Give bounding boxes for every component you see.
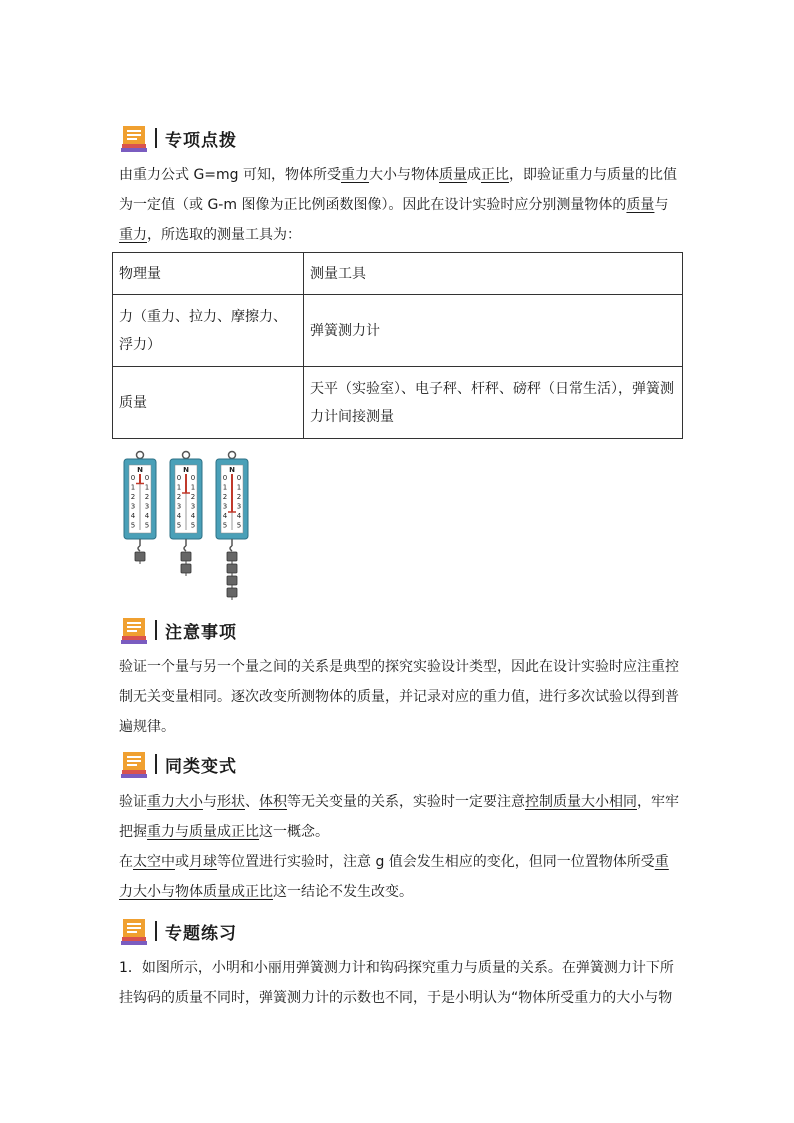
scale-tick-label: 4: [144, 512, 150, 520]
hook-weight: [227, 588, 237, 597]
divider-bar: [155, 620, 157, 640]
scale-tick-label: 3: [190, 502, 196, 511]
scale-unit: N: [137, 466, 143, 474]
scale-tick-label: 5: [176, 521, 182, 530]
section-header-tips: [119, 123, 237, 153]
scale-tick-label: 1: [144, 483, 150, 492]
divider-bar: [155, 754, 157, 774]
table-row: [113, 367, 683, 439]
scale-tick-label: 4: [236, 512, 242, 520]
table-row: [113, 253, 683, 295]
scale-tick-label: 2: [190, 493, 196, 501]
section-title: 注意事项: [165, 622, 237, 643]
table-cell: 天平（实验室）、电子秤、杆秤、磅秤（日常生活），弹簧测力计间接测量: [304, 367, 683, 439]
scale-tick-label: 1: [236, 483, 242, 492]
scale-tick-label: 3: [144, 502, 150, 511]
scale-tick-label: 2: [222, 493, 228, 501]
spring-scale: [170, 452, 202, 577]
scale-tick-label: 1: [222, 483, 228, 492]
hook-weight: [135, 552, 145, 561]
book-icon: [119, 124, 149, 152]
hook-weight: [227, 576, 237, 585]
scale-ring: [137, 452, 144, 459]
spring-scale: [216, 452, 248, 601]
section-header-variants: [119, 749, 237, 779]
spring-scale: [124, 452, 156, 565]
scale-tick-label: 2: [236, 493, 242, 501]
scale-tick-label: 1: [190, 483, 196, 492]
scale-tick-label: 3: [222, 502, 228, 511]
section-header-notes: [119, 615, 237, 645]
hook-weight: [227, 552, 237, 561]
measurement-tools-table: [112, 252, 683, 439]
scale-tick-label: 1: [176, 483, 182, 492]
table-cell: 质量: [113, 367, 304, 439]
scale-tick-label: 0: [144, 474, 150, 482]
hook-weight: [181, 552, 191, 561]
scale-unit: N: [183, 466, 189, 474]
book-icon: [119, 616, 149, 644]
scale-tick-label: 5: [130, 521, 136, 530]
divider-bar: [155, 128, 157, 148]
scale-tick-label: 2: [144, 493, 150, 501]
paragraph-variants-2: 在太空中或月球等位置进行实验时，注意 g 值会发生相应的变化，但同一位置物体所受重力大小与物体质量成正比这一结论不发生改变。: [119, 854, 669, 900]
paragraph-notes: 验证一个量与另一个量之间的关系是典型的探究实验设计类型，因此在设计实验时应注重控制无关变量相同。逐次改变所测物体的质量，并记录对应的重力值，进行多次试验以得到普遍规律。: [119, 659, 679, 735]
scale-tick-label: 5: [190, 521, 196, 530]
divider-bar: [155, 921, 157, 941]
table-row: [113, 295, 683, 367]
scale-tick-label: 3: [130, 502, 136, 511]
scale-tick-label: 4: [176, 512, 182, 520]
scale-hook: [230, 546, 232, 551]
scale-tick-label: 5: [144, 521, 150, 530]
table-cell: 力（重力、拉力、摩擦力、浮力）: [113, 295, 304, 367]
scale-tick-label: 2: [130, 493, 136, 501]
section-header-exercises: [119, 916, 237, 946]
section-title: 专题练习: [165, 923, 237, 944]
table-cell: 弹簧测力计: [304, 295, 683, 367]
scale-unit: N: [229, 466, 235, 474]
section-title: 专项点拨: [165, 130, 237, 151]
scale-tick-label: 0: [176, 474, 182, 482]
hook-weight: [227, 564, 237, 573]
scale-tick-label: 0: [190, 474, 196, 482]
scale-tick-label: 1: [130, 483, 136, 492]
scale-tick-label: 3: [176, 502, 182, 511]
book-icon: [119, 917, 149, 945]
scale-tick-label: 0: [222, 474, 228, 482]
scale-tick-label: 5: [236, 521, 242, 530]
scale-tick-label: 2: [176, 493, 182, 501]
scale-hook: [138, 546, 140, 551]
book-icon: [119, 750, 149, 778]
scale-tick-label: 0: [236, 474, 242, 482]
paragraph-variants-1: 验证重力大小与形状、体积等无关变量的关系，实验时一定要注意控制质量大小相同，牢牢把握重力与质量成正比这一概念。: [119, 794, 679, 840]
table-header-cell: 物理量: [113, 253, 304, 295]
scale-hook: [184, 546, 186, 551]
scale-tick-label: 4: [222, 512, 228, 520]
scale-ring: [183, 452, 190, 459]
spring-scale-figure: [118, 450, 258, 602]
scale-tick-label: 4: [190, 512, 196, 520]
hook-weight: [181, 564, 191, 573]
scale-tick-label: 5: [222, 521, 228, 530]
scale-tick-label: 4: [130, 512, 136, 520]
scale-tick-label: 3: [236, 502, 242, 511]
scale-tick-label: 0: [130, 474, 136, 482]
paragraph-tips: 由重力公式 G=mg 可知，物体所受重力大小与物体质量成正比，即验证重力与质量的比值为一定值（或 G-m 图像为正比例函数图像）。因此在设计实验时应分别测量物体的质量与重力，所选取的测量工具为：: [119, 167, 678, 243]
exercise-question-1: 1．如图所示，小明和小丽用弹簧测力计和钩码探究重力与质量的关系。在弹簧测力计下所挂钩码的质量不同时，弹簧测力计的示数也不同，于是小明认为“物体所受重力的大小与物: [119, 960, 674, 1006]
table-header-cell: 测量工具: [304, 253, 683, 295]
scale-ring: [229, 452, 236, 459]
section-title: 同类变式: [165, 756, 237, 777]
